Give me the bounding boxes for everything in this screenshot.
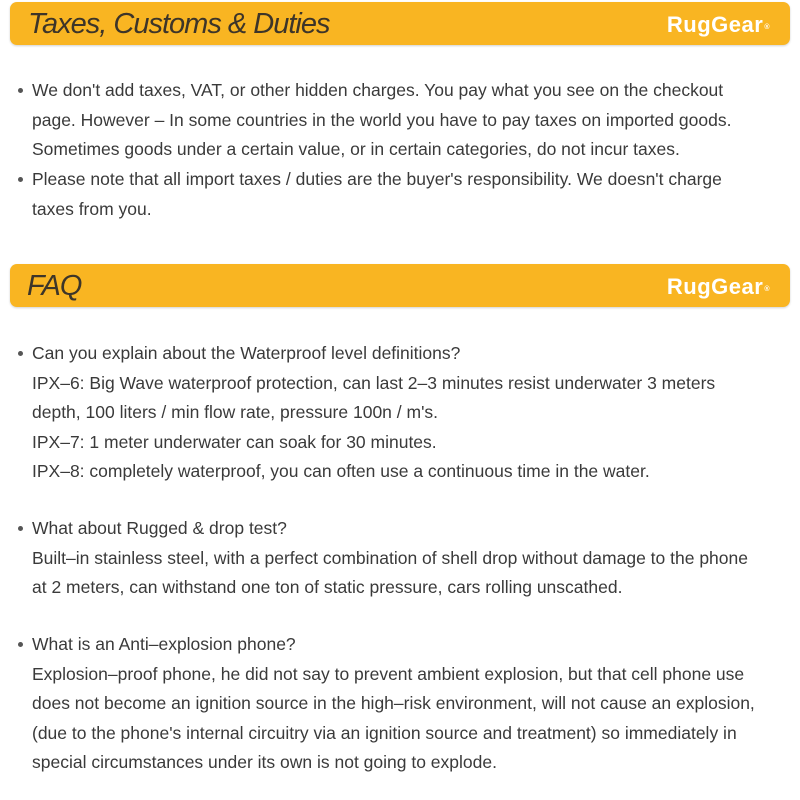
text-line: taxes from you. bbox=[32, 198, 152, 219]
faq-answer-line: IPX–7: 1 meter underwater can soak for 30 minutes. bbox=[32, 431, 437, 452]
brand-name: RugGear bbox=[666, 274, 764, 299]
faq-question: What about Rugged & drop test? bbox=[32, 518, 287, 538]
faq-answer-line: depth, 100 liters / min flow rate, pressure 100n / m's. bbox=[32, 402, 439, 422]
bullet-icon bbox=[18, 642, 23, 647]
text-line: Please note that all import taxes / duties are the buyer's responsibility. We doesn't charge bbox=[32, 169, 722, 189]
faq-answer-line: IPX–8: completely waterproof, you can often use a continuous time in the water. bbox=[32, 461, 650, 481]
faq-answer-line: does not become an ignition source in the high–risk environment, will not cause an explosion, bbox=[32, 693, 755, 713]
bullet-icon bbox=[18, 88, 23, 93]
bullet-icon bbox=[18, 526, 23, 531]
text-line: Sometimes goods under a certain value, or in certain categories, do not incur taxes. bbox=[32, 139, 680, 159]
ruggear-logo bbox=[667, 274, 770, 300]
faq-answer-line: Explosion–proof phone, he did not say to prevent ambient explosion, but that cell phone use bbox=[32, 663, 745, 684]
bullet-icon bbox=[18, 177, 23, 182]
faq-item-anti-explosion bbox=[18, 630, 788, 778]
registered-mark: ® bbox=[764, 24, 770, 31]
faq-answer-line: IPX–6: Big Wave waterproof protection, can last 2–3 minutes resist underwater 3 meters bbox=[32, 372, 716, 393]
faq-item-drop-test bbox=[18, 514, 788, 603]
faq-answer-line: Built–in stainless steel, with a perfect combination of shell drop without damage to the phone bbox=[32, 547, 748, 568]
section-title-faq: FAQ bbox=[27, 270, 82, 302]
faq-item-waterproof bbox=[18, 339, 788, 487]
list-item-no-hidden-charges bbox=[18, 76, 788, 165]
ruggear-logo bbox=[667, 12, 770, 38]
text-line: We don't add taxes, VAT, or other hidden charges. You pay what you see on the checkout bbox=[32, 80, 724, 100]
faq-answer-line: special circumstances under its own is not going to explode. bbox=[32, 752, 497, 772]
faq-answer-line: at 2 meters, can withstand one ton of static pressure, cars rolling unscathed. bbox=[32, 577, 623, 597]
text-line: page. However – In some countries in the world you have to pay taxes on imported goods. bbox=[32, 109, 732, 130]
brand-name: RugGear bbox=[666, 12, 764, 37]
section-title-taxes: Taxes, Customs & Duties bbox=[28, 8, 330, 40]
list-item-import-taxes bbox=[18, 165, 788, 224]
section-banner-taxes bbox=[10, 2, 790, 45]
section-banner-faq bbox=[10, 264, 790, 307]
registered-mark: ® bbox=[764, 286, 770, 293]
faq-question: What is an Anti–explosion phone? bbox=[32, 634, 296, 654]
faq-question: Can you explain about the Waterproof level definitions? bbox=[32, 343, 461, 363]
faq-answer-line: (due to the phone's internal circuitry via an ignition source and treatment) so immediately in bbox=[32, 722, 737, 743]
bullet-icon bbox=[18, 351, 23, 356]
